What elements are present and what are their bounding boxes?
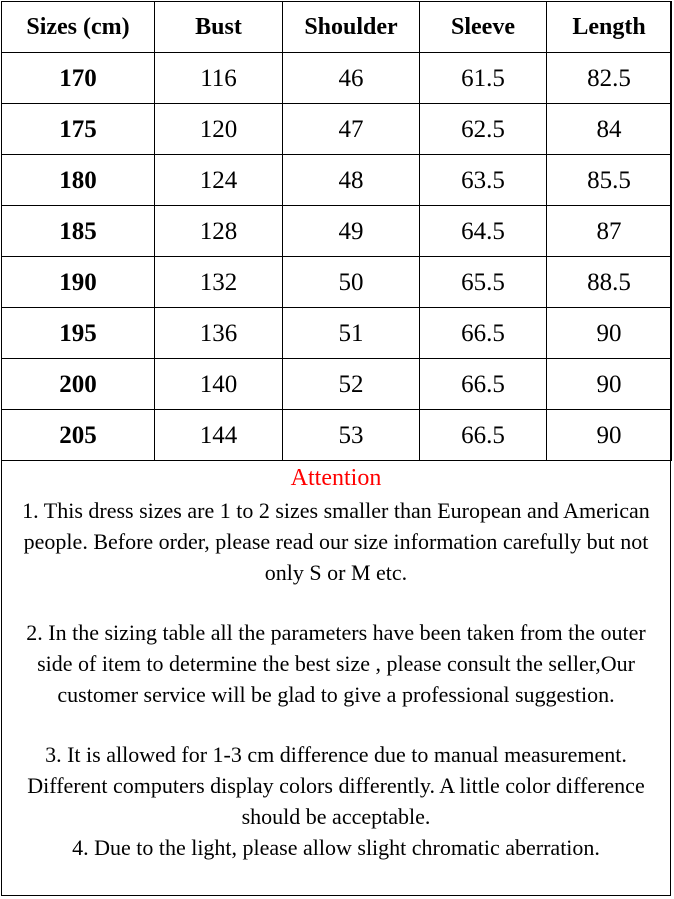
note-spacer [1, 710, 671, 739]
sleeve-cell: 66.5 [420, 308, 547, 359]
size-cell: 200 [2, 359, 155, 410]
note-item: 3. It is allowed for 1-3 cm difference due to manual measurement. Different computers display colors differently. A little color difference should be acceptable. [27, 742, 645, 829]
size-cell: 205 [2, 410, 155, 461]
sleeve-cell: 62.5 [420, 104, 547, 155]
sleeve-cell: 65.5 [420, 257, 547, 308]
table-header-row [2, 2, 672, 53]
table-row [2, 410, 672, 461]
sleeve-cell: 64.5 [420, 206, 547, 257]
table-row [2, 104, 672, 155]
table-row [2, 308, 672, 359]
shoulder-cell: 47 [283, 104, 420, 155]
bust-cell: 120 [155, 104, 283, 155]
size-cell: 195 [2, 308, 155, 359]
size-cell: 190 [2, 257, 155, 308]
table-row [2, 359, 672, 410]
header-sleeve: Sleeve [420, 2, 547, 53]
length-cell: 87 [547, 206, 672, 257]
shoulder-cell: 51 [283, 308, 420, 359]
length-cell: 88.5 [547, 257, 672, 308]
table-row [2, 257, 672, 308]
shoulder-cell: 50 [283, 257, 420, 308]
sleeve-cell: 61.5 [420, 53, 547, 104]
bust-cell: 128 [155, 206, 283, 257]
shoulder-cell: 52 [283, 359, 420, 410]
attention-notes [1, 461, 671, 863]
bust-cell: 140 [155, 359, 283, 410]
length-cell: 84 [547, 104, 672, 155]
table-row [2, 53, 672, 104]
length-cell: 90 [547, 359, 672, 410]
bust-cell: 132 [155, 257, 283, 308]
sleeve-cell: 66.5 [420, 410, 547, 461]
header-bust: Bust [155, 2, 283, 53]
size-cell: 185 [2, 206, 155, 257]
header-sizes: Sizes (cm) [2, 2, 155, 53]
table-row [2, 155, 672, 206]
shoulder-cell: 46 [283, 53, 420, 104]
shoulder-cell: 49 [283, 206, 420, 257]
note-item: 4. Due to the light, please allow slight chromatic aberration. [72, 835, 600, 860]
header-shoulder: Shoulder [283, 2, 420, 53]
shoulder-cell: 53 [283, 410, 420, 461]
shoulder-cell: 48 [283, 155, 420, 206]
sleeve-cell: 66.5 [420, 359, 547, 410]
size-cell: 170 [2, 53, 155, 104]
header-length: Length [547, 2, 672, 53]
note-item: 1. This dress sizes are 1 to 2 sizes smaller than European and American people. Before order, please read our size information carefully but not only S or M etc. [22, 498, 650, 585]
bust-cell: 136 [155, 308, 283, 359]
length-cell: 82.5 [547, 53, 672, 104]
attention-heading: Attention [290, 465, 382, 491]
sleeve-cell: 63.5 [420, 155, 547, 206]
length-cell: 90 [547, 410, 672, 461]
bust-cell: 144 [155, 410, 283, 461]
length-cell: 90 [547, 308, 672, 359]
note-item: 2. In the sizing table all the parameters have been taken from the outer side of item to determine the best size , please consult the seller,Our customer service will be glad to give a professional suggestion. [26, 620, 646, 707]
length-cell: 85.5 [547, 155, 672, 206]
note-spacer [1, 588, 671, 617]
size-cell: 175 [2, 104, 155, 155]
bust-cell: 124 [155, 155, 283, 206]
bust-cell: 116 [155, 53, 283, 104]
size-cell: 180 [2, 155, 155, 206]
table-row [2, 206, 672, 257]
size-table [1, 1, 672, 461]
